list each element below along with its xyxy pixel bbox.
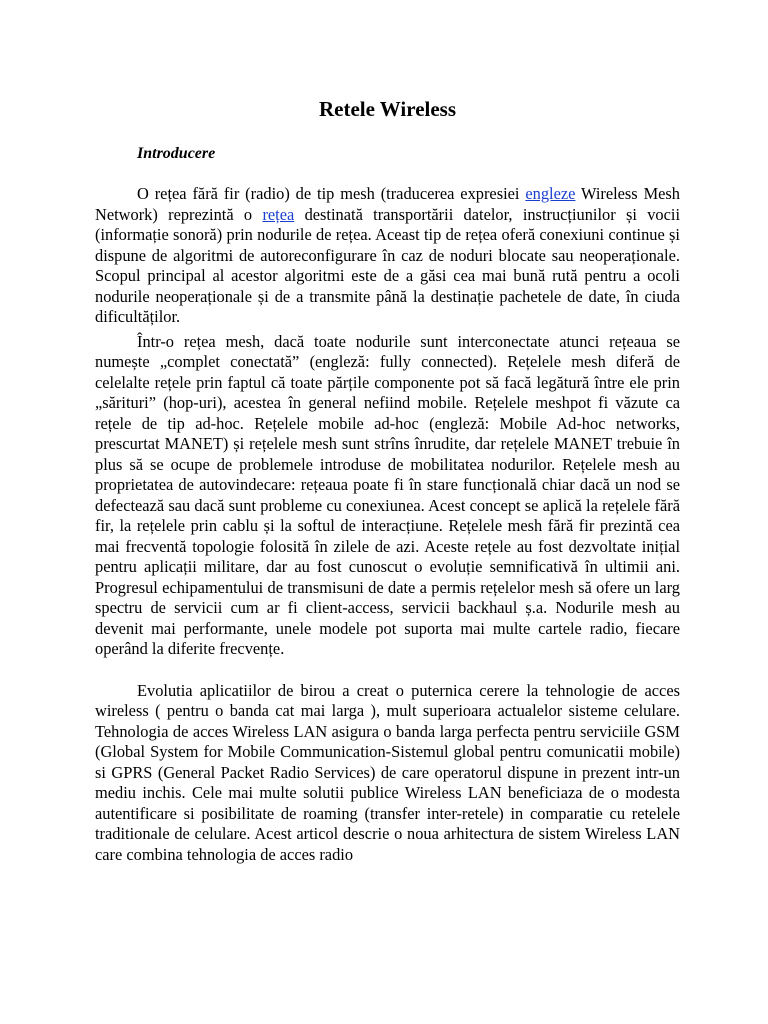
paragraph-intro-text-1: O rețea fără fir (radio) de tip mesh (traducerea expresiei <box>137 184 526 203</box>
paragraph-intro <box>95 184 680 328</box>
paragraph-intro-text-3: destinată transportării datelor, instrucțiunilor și vocii (informație sonoră) prin nodurile de rețea. Aceast tip de rețea oferă conexiuni continue și dispune de algoritmi de autoreconfigurare în caz de noduri blocate sau neoperaționale. Scopul principal al acestor algoritmi este de a găsi cea mai bună rută pentru a ocoli nodurile neoperaționale și de a transmite până la destinație pachetele de date, în ciuda dificultăților. <box>95 204 680 326</box>
section-heading: Introducere <box>137 145 216 162</box>
paragraph-intro-text-2: Wireless Mesh Network) reprezintă o <box>95 184 681 224</box>
document-title: Retele Wireless <box>318 97 457 121</box>
paragraph-wireless-lan: Evolutia aplicatiilor de birou a creat o puternica cerere la tehnologie de acces wireless ( pentru o banda cat mai larga ), mult superioara actualelor sisteme celulare. Tehnologia de acces Wireless LAN asigura o banda larga perfecta pentru serviciile GSM (Global System for Mobile Communication-Sistemul global pentru comunicatii mobile) si GPRS (General Packet Radio Services) de care operatorul dispune in prezent intr-un mediu inchis. Cele mai multe solutii publice Wireless LAN beneficiaza de o modesta autentificare si posibilitate de roaming (transfer inter-retele) in comparatie cu retelele traditionale de celulare. Acest articol descrie o noua arhitectura de sistem Wireless LAN care combina tehnologia de acces radio <box>95 680 680 864</box>
paragraph-mesh-networks: Într-o rețea mesh, dacă toate nodurile sunt interconectate atunci rețeaua se numește „complet conectată” (engleză: fully connected). Rețelele mesh diferă de celelalte rețele prin faptul că toate părțile componente pot să facă legătură între ele prin „sărituri” (hop-uri), acestea în general nefiind mobile. Rețelele meshpot fi văzute ca rețele de tip ad-hoc. Rețelele mobile ad-hoc (engleză: Mobile Ad-hoc networks, prescurtat MANET) și rețelele mesh sunt strîns înrudite, dar rețelele MANET trebuie în plus să se ocupe de problemele introduse de mobilitatea nodurilor. Rețelele mesh au proprietatea de autovindecare: rețeaua poate fi în stare funcțională chiar dacă un nod se defectează sau dacă sunt probleme cu conexiunea. Acest concept se aplică la rețelele fără fir, la rețelele prin cablu și la softul de interacțiune. Rețelele mesh fără fir prezintă cea mai frecventă topologie folosită în zilele de azi. Aceste rețele au fost dezvoltate inițial pentru aplicații militare, dar au fost cunoscut o evoluție semnificativă în ultimii ani. Progresul echipamentului de transmisuni de date a permis rețelelor mesh să ofere un larg spectru de servicii cum ar fi client-access, servicii backhaul ș.a. Nodurile mesh au devenit mai performante, unele modele pot suporta mai multe cartele radio, fiecare operând la diferite frecvențe. <box>95 331 680 658</box>
link-retea[interactable]: rețea <box>262 204 295 224</box>
link-engleze[interactable]: engleze <box>525 184 576 203</box>
